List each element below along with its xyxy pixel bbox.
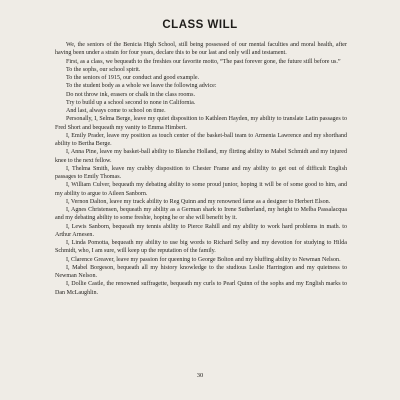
paragraph: First, as a class, we bequeath to the freshies our favorite motto, “The past forever gone, the future still before us.” (66, 58, 341, 65)
paragraph: I, Linda Pomotta, bequeath my ability to use big words to Richard Selby and my devotion for studying to Hilda Schmidt, who, I am sure, will keep up the reputation of the family. (55, 240, 347, 255)
paragraph: I, Vernon Dalton, leave my track ability to Reg Quinn and my renowned fame as a designer to Herbert Elson. (66, 198, 331, 205)
paragraph: To the student body as a whole we leave the following advice: (66, 83, 217, 90)
paragraph: To the seniors of 1915, our conduct and good example. (66, 75, 200, 81)
paragraph: I, Clarence Greaver, leave my passion for queening to George Bolton and my bluffing ability to Newman Nelson. (66, 256, 341, 263)
paragraph: I, William Culver, bequeath my debating ability to some proud junior, hoping it will be of some good to him, and my ability to argue to Aileen Sanborn. (55, 182, 347, 197)
paragraph: Try to build up a school second to none in California. (66, 99, 196, 106)
paragraph: We, the seniors of the Benicia High School, still being possessed of our mental faculties and moral health, after having been under a strain for four years, declare this to be our last and only will and testament. (55, 42, 347, 57)
paragraph: I, Agnes Christensen, bequeath my ability as a German shark to Irene Sutherland, my height to Melba Passalacqua and my debating ability to some freshie, hoping he or she will benefit by it. (55, 207, 347, 222)
paragraph: I, Anna Pine, leave my basket-ball ability to Blanche Holland, my flirting ability to Mabel Schmidt and my injured knee to the next fellow. (55, 149, 347, 164)
paragraph: I, Dollie Castle, the renowned suffragette, bequeath my curls to Pearl Quinn of the sophs and my English marks to Dan McLaughlin. (55, 281, 347, 296)
paragraph: Personally, I, Selma Berge, leave my quiet disposition to Kathleen Hayden, my ability to translate Latin passages to Fred Short and bequeath my vanity to Emma Himbert. (55, 116, 347, 131)
paragraph: And last, always come to school on time. (66, 108, 166, 114)
paragraph: I, Lewis Sanborn, bequeath my tennis ability to Pierce Rahill and my ability to work hard problems in math. to Arthur Arnesen. (55, 223, 347, 238)
paragraph: Do not throw ink, erasers or chalk in the class rooms. (66, 91, 195, 98)
paragraph: I, Emily Prader, leave my position as touch center of the basket-ball team to Armenia Lawrence and my shorthand ability to Bertha Berge. (55, 132, 347, 147)
paragraph: I, Thelma Smith, leave my crabby disposition to Chester Frame and my ability to get out of difficult English passages to Emily Thomas. (55, 165, 347, 180)
page-number: 30 (196, 372, 204, 379)
page-title: CLASS WILL (162, 19, 238, 31)
paragraph: I, Mabel Borgeson, bequeath all my history knowledge to the studious Leslie Harrington and my quietness to Newman Nelson. (55, 264, 347, 279)
body-text (55, 41, 347, 297)
paragraph: To the sophs, our school spirit. (66, 66, 141, 73)
